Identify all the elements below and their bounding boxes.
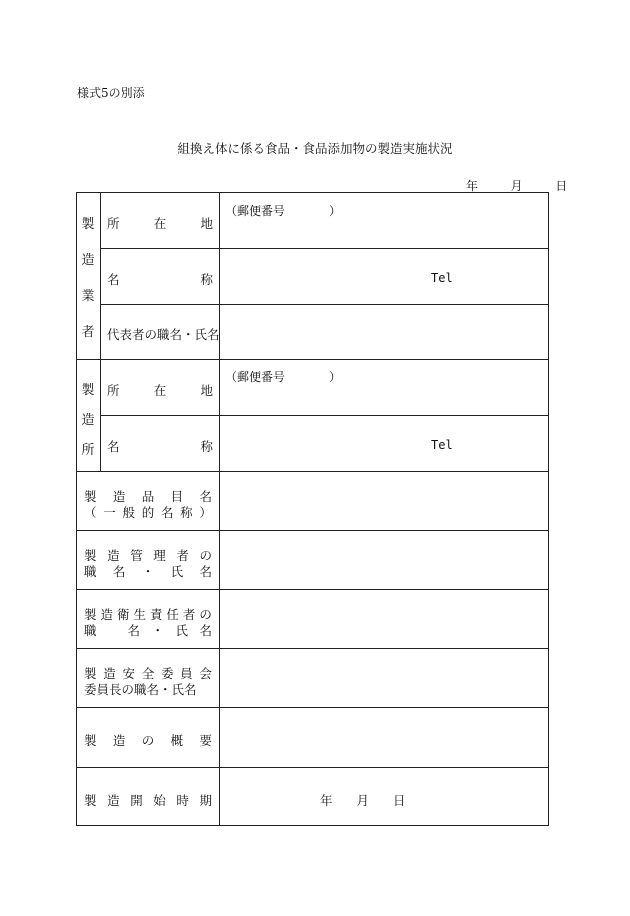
plant-postal-code-field[interactable]: （郵便番号 ） bbox=[225, 370, 342, 384]
group-label-manufacturer: 製 造 業 者 bbox=[81, 217, 95, 340]
label-representative: 代表者の職名・氏名 bbox=[107, 327, 220, 342]
group-label-plant: 製 造 所 bbox=[81, 383, 95, 458]
label-address: 所 在 地 bbox=[107, 216, 213, 231]
row-line bbox=[77, 530, 548, 531]
tel-field[interactable]: Tel bbox=[431, 271, 453, 285]
form-table bbox=[76, 192, 549, 826]
label-product-name: 製 造 品 目 名 bbox=[84, 489, 212, 504]
label-start-date: 製 造 開 始 時 期 bbox=[84, 793, 212, 808]
label-overview: 製 造 の 概 要 bbox=[84, 733, 212, 748]
plant-tel-field[interactable]: Tel bbox=[431, 438, 453, 452]
label-plant-name: 名 称 bbox=[107, 439, 213, 454]
row-line bbox=[100, 248, 548, 249]
row-line bbox=[100, 415, 548, 416]
page-title: 組換え体に係る食品・食品添加物の製造実施状況 bbox=[177, 141, 453, 156]
label-hygiene-officer: 製 造 衛 生 責 任 者 の bbox=[84, 607, 212, 622]
row-line bbox=[77, 767, 548, 768]
row-line bbox=[77, 648, 548, 649]
label-manager-title: 職 名 ・ 氏 名 bbox=[84, 564, 212, 579]
date-day: 日 bbox=[555, 179, 568, 193]
postal-code-field[interactable]: （郵便番号 ） bbox=[225, 204, 342, 218]
date-month: 月 bbox=[510, 179, 523, 193]
label-name: 名 称 bbox=[107, 272, 213, 287]
label-committee-chair: 委員長の職名・氏名 bbox=[84, 682, 197, 697]
row-line bbox=[77, 471, 548, 472]
start-date-field[interactable]: 年 月 日 bbox=[320, 793, 406, 808]
row-line bbox=[100, 304, 548, 305]
label-safety-committee: 製 造 安 全 委 員 会 bbox=[84, 666, 212, 681]
form-number-note: 様式5の別添 bbox=[77, 86, 145, 100]
date-year: 年 bbox=[466, 179, 479, 193]
row-line bbox=[77, 359, 548, 360]
group-divider bbox=[100, 193, 101, 471]
row-line bbox=[77, 707, 548, 708]
label-manager: 製 造 管 理 者 の bbox=[84, 548, 212, 563]
label-hygiene-title: 職 名 ・ 氏 名 bbox=[84, 623, 212, 638]
label-divider bbox=[219, 193, 220, 825]
row-line bbox=[77, 589, 548, 590]
label-plant-address: 所 在 地 bbox=[107, 383, 213, 398]
label-general-name: （ 一 般 的 名 称 ） bbox=[84, 505, 212, 520]
